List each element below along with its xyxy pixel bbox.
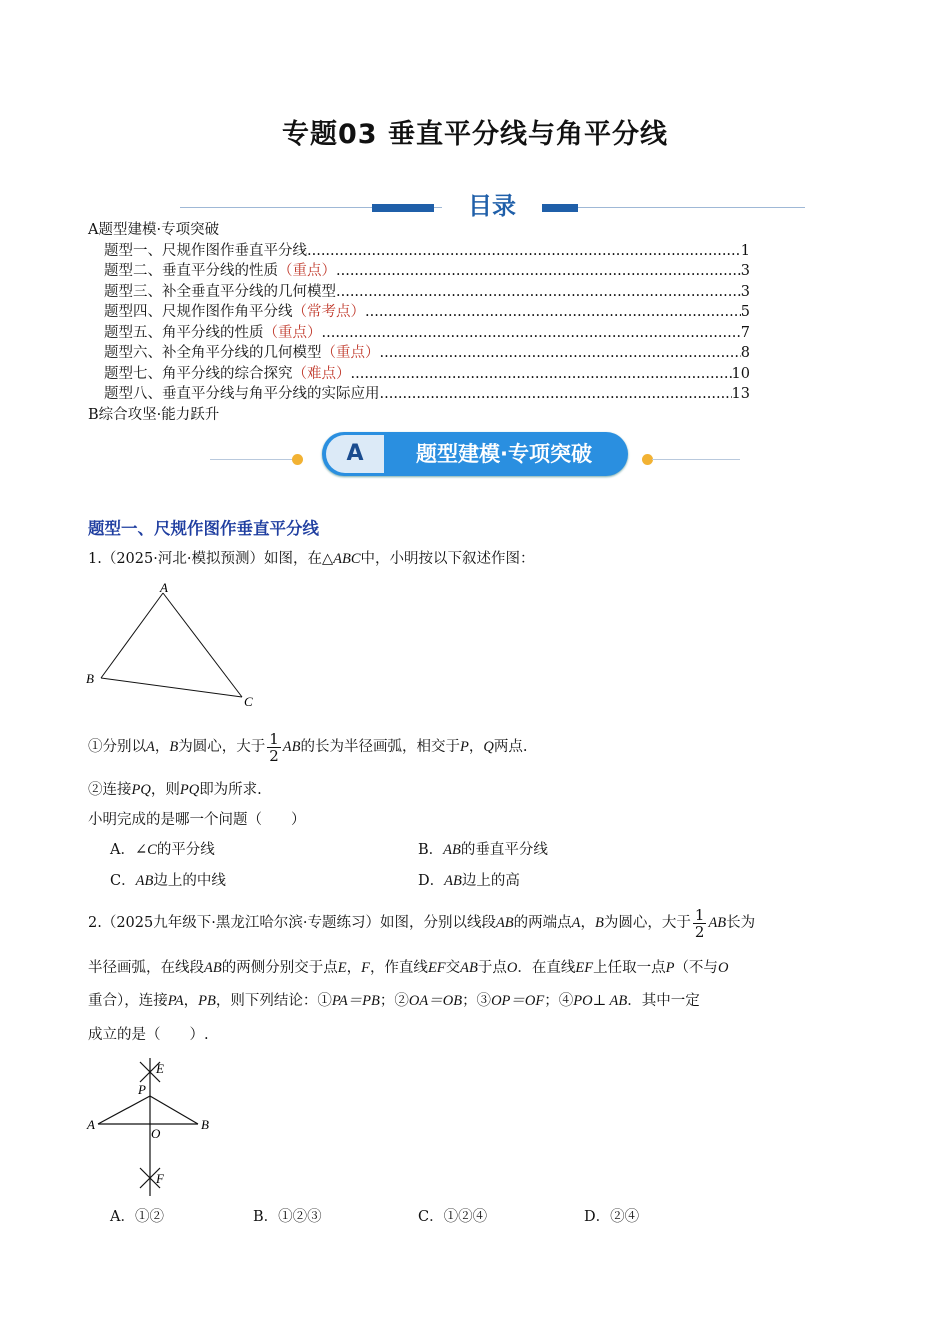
q2-l1-AB2: AB xyxy=(708,915,727,931)
q1-triangle-figure xyxy=(80,575,270,715)
q2-l1-a: 2.（2025九年级下·黑龙江哈尔滨·专题练习）如图，分别以线段 xyxy=(88,915,496,931)
q1-intro-a: 1.（2025·河北·模拟预测）如图，在 xyxy=(88,551,322,567)
toc-section-a[interactable]: A题型建模·专项突破 xyxy=(88,222,220,238)
q2-l2-EF: EF xyxy=(427,960,446,976)
banner-letter: A xyxy=(326,435,384,473)
toc-item-label: 题型八、垂直平分线与角平分线的实际应用 xyxy=(104,386,380,402)
q2-l2-h: （不与 xyxy=(674,960,718,976)
toc-item-page: 3 xyxy=(740,263,750,279)
toc-item-label: 题型一、尺规作图作垂直平分线 xyxy=(104,242,307,259)
toc-leader xyxy=(307,241,741,262)
q2-l1-A: A xyxy=(571,915,581,931)
section-heading: 题型一、尺规作图作垂直平分线 xyxy=(88,519,319,538)
q1-step1-c: 的长为半径画弧，相交于 xyxy=(300,739,460,755)
q1-step2-a: ②连接 xyxy=(88,782,132,798)
vertex-label-b: B xyxy=(86,671,94,686)
q1-intro-triangle: △ABC xyxy=(321,551,361,567)
option-key: A． xyxy=(110,842,135,858)
q1-step1-sep2: ， xyxy=(468,739,484,755)
toc-leader xyxy=(365,302,741,323)
toc-item-page: 5 xyxy=(740,304,750,320)
q2-l3-f: ．其中一定 xyxy=(627,993,700,1009)
q2-l1-B: B xyxy=(595,915,604,931)
q2-l2-sep: ， xyxy=(346,960,362,976)
q2-l3-m2: OA＝OB xyxy=(408,993,463,1009)
toc-item-page: 10 xyxy=(731,365,750,382)
q2-l1-AB: AB xyxy=(495,915,514,931)
segment-pa xyxy=(98,1096,150,1124)
segment-pb xyxy=(150,1096,198,1124)
option-text: 的垂直平分线 xyxy=(460,842,548,858)
point-label-e: E xyxy=(156,1061,164,1076)
fraction-denominator: 2 xyxy=(269,746,279,765)
q1-intro-b: 中，小明按以下叙述作图： xyxy=(360,551,535,567)
option-key: B． xyxy=(418,842,444,858)
q1-step1-P: P xyxy=(459,739,469,755)
toc-item-label: 题型三、补全垂直平分线的几何模型 xyxy=(104,283,336,300)
q2-l3-PA: PA xyxy=(167,993,184,1009)
page-title: 专题03 垂直平分线与角平分线 xyxy=(282,119,668,150)
q1-option-d[interactable] xyxy=(418,870,520,892)
toc-item[interactable] xyxy=(88,282,750,303)
q2-line4: 成立的是（ ）. xyxy=(88,1027,209,1043)
q1-option-a[interactable] xyxy=(110,839,215,861)
section-banner xyxy=(210,432,740,478)
q2-l2-b: 的两侧分别交于点 xyxy=(221,960,338,976)
toc-leader xyxy=(380,343,741,364)
q2-l3-sep: ， xyxy=(183,993,199,1009)
toc-item[interactable] xyxy=(88,261,750,282)
fraction-numerator: 1 xyxy=(269,729,279,748)
q2-l3-c: ；② xyxy=(379,993,409,1009)
toc-item-tag: （常考点） xyxy=(292,304,365,320)
toc-leader xyxy=(322,323,741,344)
toc-heading: 目录 xyxy=(442,186,542,221)
q2-l2-EF2: EF xyxy=(575,960,594,976)
point-label-o: O xyxy=(151,1126,161,1141)
q1-option-b[interactable] xyxy=(418,839,548,861)
q2-l3-a: 重合），连接 xyxy=(88,993,168,1009)
point-label-b: B xyxy=(201,1117,209,1132)
option-text: 的平分线 xyxy=(156,842,215,858)
q1-step1-a: ①分别以 xyxy=(88,739,146,755)
toc-item-page: 7 xyxy=(740,324,750,341)
point-label-p: P xyxy=(138,1082,146,1097)
option-key: A． xyxy=(110,1209,135,1225)
toc-item-tag: （重点） xyxy=(321,345,380,361)
fraction-numerator: 1 xyxy=(694,905,705,924)
q1-step2-b: ，则 xyxy=(150,782,180,798)
toc-item[interactable] xyxy=(88,241,750,262)
banner-dot-left xyxy=(292,454,303,465)
toc-header xyxy=(180,186,805,222)
q2-l3-d: ；③ xyxy=(462,993,492,1009)
vertex-label-c: C xyxy=(244,694,253,709)
q1-step1-A: A xyxy=(146,739,155,755)
option-math: AB xyxy=(443,842,461,858)
toc-leader xyxy=(380,384,732,405)
q2-l2-O2: O xyxy=(717,960,729,976)
toc-header-bar-left xyxy=(372,204,434,212)
toc-item-page: 13 xyxy=(731,386,750,402)
banner-text: 题型建模·专项突破 xyxy=(416,442,592,466)
q2-l2-AB: AB xyxy=(204,960,222,976)
toc-section-b[interactable]: B综合攻坚·能力跃升 xyxy=(88,406,220,423)
q2-l2-AB2: AB xyxy=(460,960,478,976)
toc-item-label: 题型六、补全角平分线的几何模型 xyxy=(104,345,322,361)
q2-l3-e: ；④ xyxy=(544,993,574,1009)
q2-l3-b: ，则下列结论：① xyxy=(215,993,332,1009)
toc-item-page: 1 xyxy=(740,242,750,259)
fraction-denominator: 2 xyxy=(694,922,705,941)
toc-item-label: 题型二、垂直平分线的性质 xyxy=(104,263,278,279)
toc-leader xyxy=(351,364,732,385)
q2-l2-O: O xyxy=(506,960,518,976)
toc-item-page: 3 xyxy=(740,283,750,300)
q2-l2-c: ，作直线 xyxy=(369,960,428,976)
q2-option-b[interactable] xyxy=(253,1206,322,1228)
q1-intro xyxy=(88,548,535,570)
q2-l2-a: 半径画弧，在线段 xyxy=(88,960,204,976)
option-math: AB xyxy=(135,873,154,889)
option-text: ①② xyxy=(134,1209,164,1225)
banner-line-right xyxy=(652,459,740,460)
q2-l1-c: 为圆心，大于 xyxy=(603,915,691,931)
toc-item[interactable] xyxy=(88,364,750,385)
option-key: D． xyxy=(584,1209,611,1225)
toc-leader xyxy=(336,282,741,303)
option-math: ∠C xyxy=(134,842,157,858)
vertex-label-a: A xyxy=(160,580,168,595)
q2-l3-PB: PB xyxy=(198,993,216,1009)
option-text: 边上的中线 xyxy=(153,873,226,889)
option-math: AB xyxy=(444,873,462,889)
toc-item[interactable] xyxy=(88,343,750,364)
toc-item[interactable] xyxy=(88,384,750,405)
fraction-half xyxy=(267,731,281,764)
q2-l3-m3: OP＝OF xyxy=(491,993,545,1009)
toc-item-page: 8 xyxy=(740,345,750,361)
option-text: ①②④ xyxy=(443,1209,488,1225)
q2-bisector-figure xyxy=(84,1052,224,1200)
table-of-contents xyxy=(88,220,750,425)
q2-l2-F: F xyxy=(361,960,370,976)
q1-step2-PQ: PQ xyxy=(131,782,151,798)
option-text: ②④ xyxy=(610,1209,640,1225)
q2-l2-P: P xyxy=(665,960,675,976)
q2-line1 xyxy=(88,906,755,940)
option-key: B． xyxy=(253,1209,279,1225)
q2-option-c[interactable] xyxy=(418,1206,487,1228)
toc-item-label: 题型四、尺规作图作角平分线 xyxy=(104,304,293,320)
q2-l3-m4: PO⊥ AB xyxy=(573,993,628,1009)
q1-step1-AB: AB xyxy=(282,739,301,755)
option-text: 边上的高 xyxy=(461,873,520,889)
toc-item[interactable] xyxy=(88,302,750,323)
q1-step2-PQ2: PQ xyxy=(179,782,200,798)
q2-option-d[interactable] xyxy=(584,1206,639,1228)
q1-step1-Q: Q xyxy=(483,739,494,755)
q2-l2-E: E xyxy=(337,960,347,976)
triangle-side-ab xyxy=(101,593,163,678)
q2-l2-e: 于点 xyxy=(477,960,507,976)
point-label-f: F xyxy=(156,1171,164,1186)
toc-item-tag: （难点） xyxy=(292,365,351,382)
q2-line3 xyxy=(88,990,700,1012)
toc-leader xyxy=(336,261,741,282)
q1-step2 xyxy=(88,779,262,801)
q1-step1-b: 为圆心，大于 xyxy=(178,739,266,755)
option-key: D． xyxy=(418,873,445,889)
q2-l3-m1: PA＝PB xyxy=(331,993,380,1009)
option-key: C． xyxy=(418,1209,444,1225)
q1-option-c[interactable] xyxy=(110,870,226,892)
triangle-side-ac xyxy=(163,593,242,697)
q2-l1-b: 的两端点 xyxy=(513,915,572,931)
toc-item-tag: （重点） xyxy=(278,263,336,279)
q2-l2-d: 交 xyxy=(445,960,461,976)
q1-step1-d: 两点. xyxy=(493,739,528,755)
option-key: C． xyxy=(110,873,136,889)
q1-question: 小明完成的是哪一个问题（ ） xyxy=(88,812,306,828)
toc-item-tag: （重点） xyxy=(263,324,322,341)
q2-l1-sep: ， xyxy=(580,915,596,931)
toc-item[interactable] xyxy=(88,323,750,344)
triangle-side-bc xyxy=(101,678,242,697)
toc-item-label: 题型七、角平分线的综合探究 xyxy=(104,365,293,382)
q1-step1-B: B xyxy=(169,739,179,755)
toc-item-label: 题型五、角平分线的性质 xyxy=(104,324,264,341)
q2-line2 xyxy=(88,957,728,979)
q2-option-a[interactable] xyxy=(110,1206,164,1228)
option-text: ①②③ xyxy=(278,1209,322,1225)
q2-l2-g: 上任取一点 xyxy=(593,960,666,976)
point-label-a: A xyxy=(87,1117,95,1132)
banner-line-left xyxy=(210,459,298,460)
q2-l2-f: ．在直线 xyxy=(517,960,576,976)
q1-step1 xyxy=(88,730,527,764)
q1-step2-c: 即为所求. xyxy=(199,782,262,798)
q1-step1-sep: ， xyxy=(154,739,170,755)
fraction-half xyxy=(693,907,707,940)
q2-l1-d: 长为 xyxy=(726,915,756,931)
